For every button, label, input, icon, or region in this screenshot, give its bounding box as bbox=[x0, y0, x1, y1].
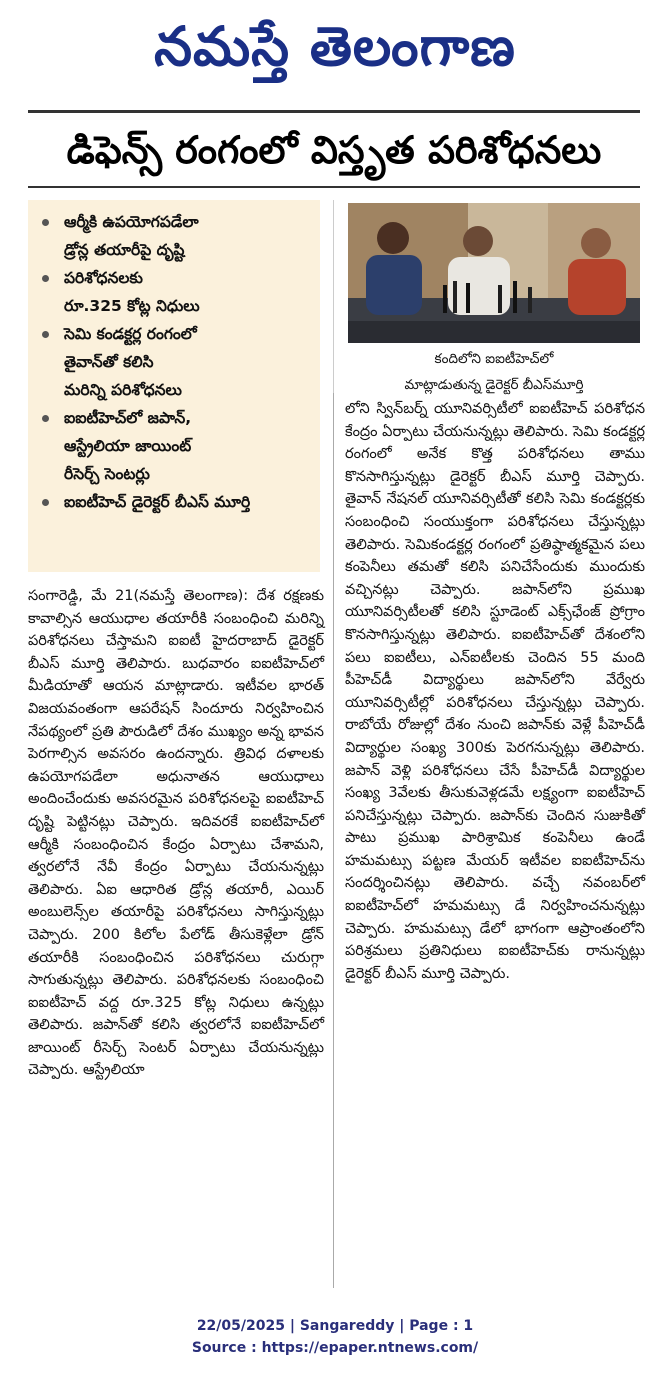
bullet-icon bbox=[42, 331, 49, 338]
highlight-item bbox=[28, 208, 320, 264]
newspaper-title: నమస్తే తెలంగాణ bbox=[154, 14, 516, 78]
press-photo-illustration bbox=[348, 203, 640, 343]
press-photo bbox=[348, 203, 640, 343]
masthead-rule bbox=[28, 110, 640, 113]
highlight-item bbox=[28, 320, 320, 404]
article-body-right: లోని స్విన్‌బర్న్ యూనివర్సిటీలో ఐఐటీహెచ్ పరిశోధన కేంద్రం ఏర్పాటు చేయనున్నట్లు తెలిపారు. సెమి కండక్టర్ల రంగంలో అనేక కొత్త పరిశోధనలు తాము కొనసాగిస్తున్నట్లు డైరెక్టర్ బీఎస్ మూర్తి చెప్పారు. తైవాన్ నేషనల్ యూనివర్సిటీతో కలిసి సెమి కండక్టర్లకు సంబంధించి సంయుక్తంగా పరిశోధనలు చేస్తున్నట్లు తెలిపారు. సెమికండక్టర్ల రంగంలో ప్రతిష్ఠాత్మకమైన పలు కంపెనీలు తమతో కలిసి పనిచేసేందుకు ముందుకు వచ్చినట్లు చెప్పారు. జపాన్‌లోని ప్రముఖ యూనివర్సిటీలతో కలిసి స్టూడెంట్ ఎక్స్‌ఛేంజ్ ప్రోగ్రాం కొనసాగిస్తున్నట్లు తెలిపారు. ఐఐటీహెచ్‌తో దేశంలోని పలు ఐఐటీలు, ఎన్ఐటీలకు చెందిన 55 మంది పీహెచ్‌డీ విద్యార్థులు జపాన్‌లోని వేర్వేరు యూనివర్సిటీల్లో పరిశోధనలు చేస్తున్నట్లు చెప్పారు. రాబోయే రోజుల్లో దేశం నుంచి జపాన్‌కు వెళ్లే పీహెచ్‌డీ విద్యార్థుల సంఖ్య 300కు పెరగనున్నట్లు తెలిపారు. జపాన్ వెళ్లి పరిశోధనలు చేసే పీహెచ్‌డీ విద్యార్థుల సంఖ్య 3వేలకు తీసుకువెళ్లడమే లక్ష్యంగా ఐఐటీహెచ్ పనిచేస్తున్నట్లు చెప్పారు. జపాన్‌కు చెందిన సుజుకితో పాటు ప్రముఖ పారిశ్రామిక కంపెనీలు ఉండే హమమట్సు పట్టణ మేయర్ ఇటీవల ఐఐటీహెచ్‌ను సందర్శించినట్లు తెలిపారు. వచ్చే నవంబర్‌లో ఐఐటీహెచ్‌లో హమమట్సు డే నిర్వహించనున్నట్లు చెప్పారు. హమమట్సు డేలో భాగంగా ఆప్రాంతంలోని పరిశ్రమలు ప్రతినిధులు ఐఐటీహెచ్‌కు రానున్నట్లు డైరెక్టర్ బీఎస్ మూర్తి చెప్పారు. bbox=[345, 401, 650, 982]
highlight-text: ఐఐటీహెచ్‌లో జపాన్, ఆస్ట్రేలియా జాయింట్ రీసెర్చ్ సెంటర్లు bbox=[64, 409, 192, 483]
photo-caption bbox=[348, 346, 640, 398]
highlight-text: పరిశోధనలకు రూ.325 కోట్ల నిధులు bbox=[64, 269, 200, 315]
bullet-icon bbox=[42, 415, 49, 422]
bullet-icon bbox=[42, 499, 49, 506]
highlight-text: ఐఐటీహెచ్ డైరెక్టర్ బీఎస్ మూర్తి bbox=[64, 493, 251, 511]
headline-rule bbox=[28, 186, 640, 188]
footer-dateline: 22/05/2025 | Sangareddy | Page : 1 bbox=[196, 1318, 474, 1334]
masthead bbox=[0, 0, 670, 100]
bullet-icon bbox=[42, 219, 49, 226]
highlight-text: సెమి కండక్టర్ల రంగంలో తైవాన్‌తో కలిసి మరిన్ని పరిశోధనలు bbox=[64, 325, 197, 399]
article-headline: డిఫెన్స్ రంగంలో విస్తృత పరిశోధనలు bbox=[66, 128, 602, 172]
highlight-item bbox=[28, 488, 320, 516]
bullet-icon bbox=[42, 275, 49, 282]
caption-line: మాట్లాడుతున్న డైరెక్టర్ బీఎస్‌మూర్తి bbox=[404, 377, 584, 393]
highlight-item bbox=[28, 264, 320, 320]
highlights-box bbox=[28, 200, 320, 572]
footer-source: Source : https://epaper.ntnews.com/ bbox=[191, 1340, 479, 1356]
caption-line: కందిలోని ఐఐటీహెచ్‌లో bbox=[434, 351, 554, 367]
article-body-left: సంగారెడ్డి, మే 21(నమస్తే తెలంగాణ): దేశ రక్షణకు కావాల్సిన ఆయుధాల తయారీకి సంబంధించి మరిన్ని పరిశోధనలు చేస్తామని ఐఐటీ హైదరాబాద్ డైరెక్టర్ బీఎస్ మూర్తి తెలిపారు. బుధవారం ఐఐటీహెచ్‌లో మీడియాతో ఆయన మాట్లాడారు. ఇటీవల భారత్ విజయవంతంగా ఆపరేషన్ సిందూరు నిర్వహించిన నేపథ్యంలో ప్రతి పౌరుడిలో దేశం ముఖ్యం అన్న భావన పెరగాల్సిన అవసరం ఉందన్నారు. త్రివిధ దళాలకు ఉపయోగపడేలా అధునాతన ఆయుధాలు అందించేందుకు అవసరమైన పరిశోధనలపై ఐఐటీహెచ్ దృష్టి పెట్టినట్లు చెప్పారు. ఇదివరకే ఐఐటీహెచ్‌లో ఆర్మీకి సంబంధించిన కేంద్రం ఏర్పాటు చేశామని, త్వరలోనే నేవీ కేంద్రం ఏర్పాటు చేయనున్నట్లు తెలిపారు. ఏఐ ఆధారిత డ్రోన్ల తయారీ, ఎయిర్ అంబులెన్స్‌ల తయారీపై పరిశోధనలు సాగిస్తున్నట్లు చెప్పారు. 200 కిలోల పేలోడ్ తీసుకెళ్లేలా డ్రోన్ తయారీకి సంబంధించిన పరిశోధనలు చురుగ్గా సాగుతున్నట్లు తెలిపారు. పరిశోధనలకు సంబంధించి ఐఐటీహెచ్ వద్ద రూ.325 కోట్ల నిధులు ఉన్నట్లు తెలిపారు. జపాన్‌తో కలిసి త్వరలోనే ఐఐటీహెచ్‌లో జాయింట్ రీసెర్చ్ సెంటర్ ఏర్పాటు చేయనున్నట్లు చెప్పారు. ఆస్ట్రేలియా bbox=[28, 588, 329, 1079]
highlight-text: ఆర్మీకి ఉపయోగపడేలా డ్రోన్ల తయారీపై దృష్టి bbox=[64, 213, 199, 259]
column-divider bbox=[333, 393, 334, 1288]
highlight-item bbox=[28, 404, 320, 488]
